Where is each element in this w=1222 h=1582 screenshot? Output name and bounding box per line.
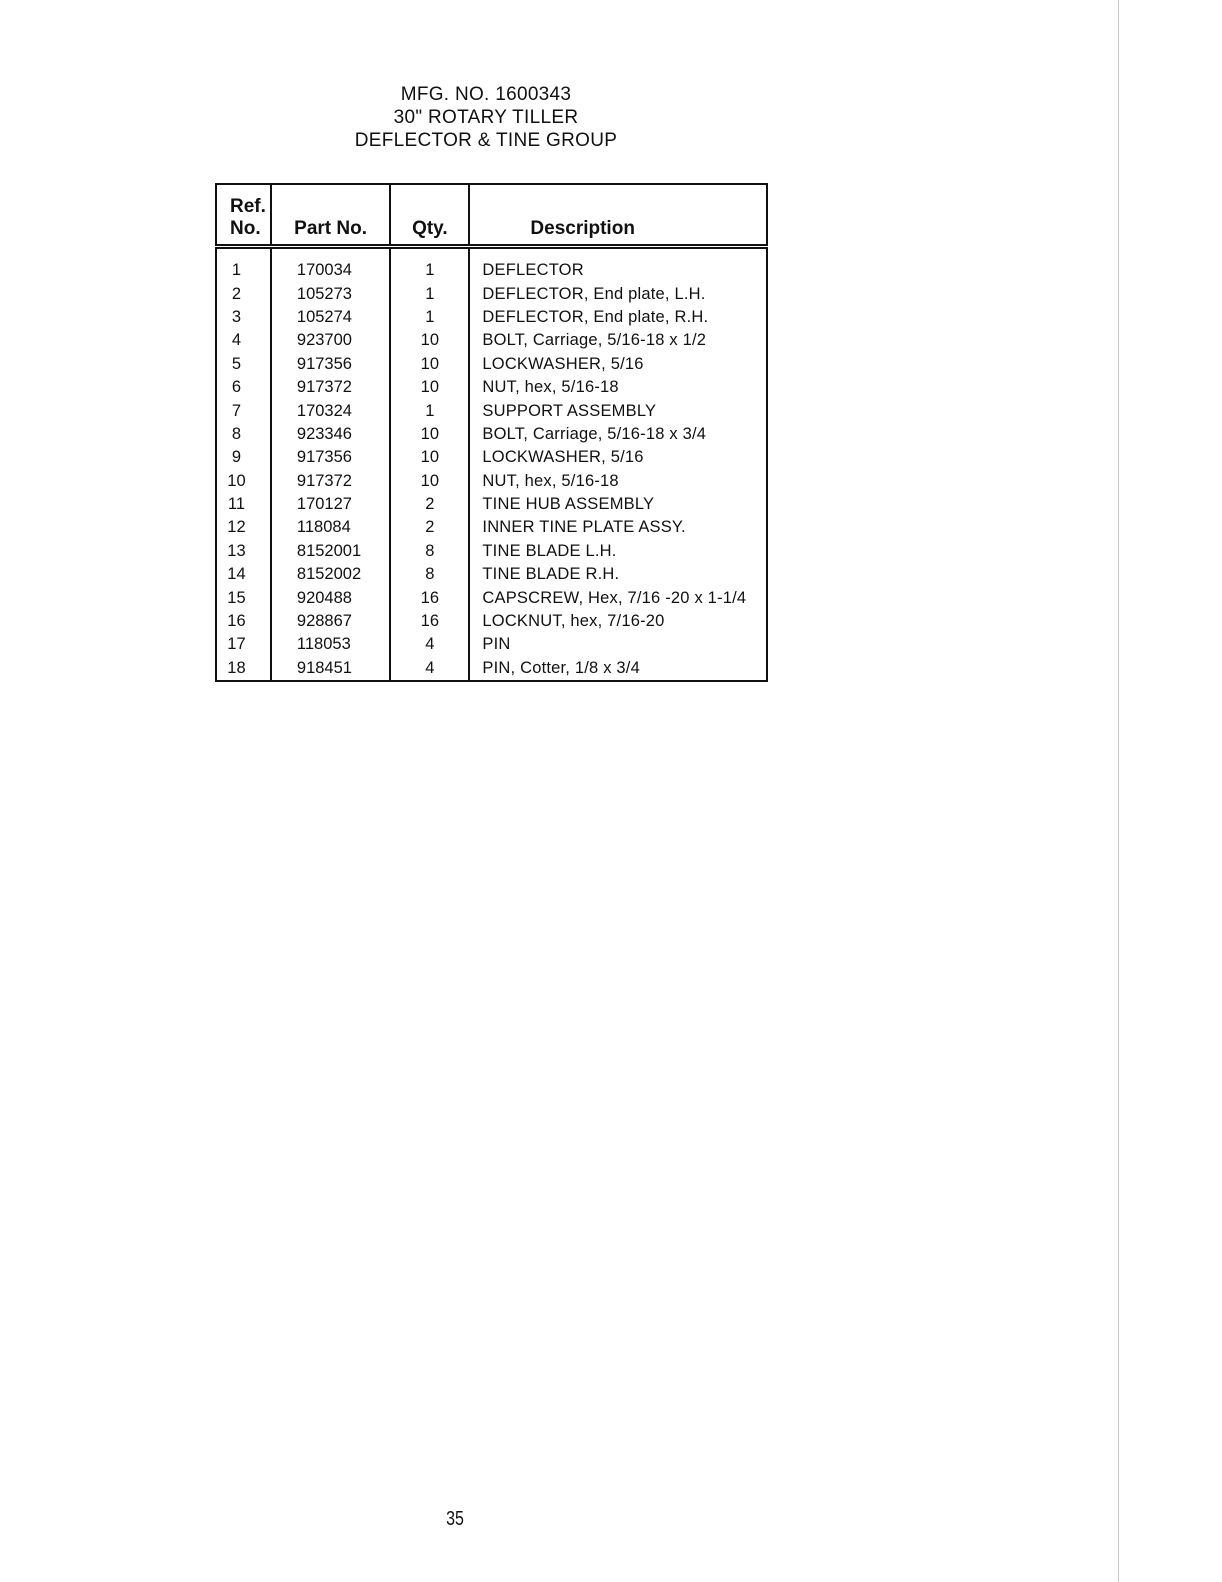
cell-description: NUT, hex, 5/16-18 [469, 470, 767, 493]
table-row [216, 493, 767, 516]
table-row [216, 470, 767, 493]
table-row [216, 657, 767, 681]
ref-header-line2: No. [230, 218, 261, 239]
cell-quantity: 4 [390, 657, 469, 681]
cell-quantity: 10 [390, 376, 469, 399]
cell-part-number: 170127 [271, 493, 390, 516]
cell-description: LOCKWASHER, 5/16 [469, 353, 767, 376]
cell-ref: 16 [227, 612, 246, 631]
table-row [216, 376, 767, 399]
cell-ref: 13 [227, 541, 246, 560]
cell-ref: 5 [231, 354, 242, 373]
column-header-part: Part No. [271, 184, 390, 247]
cell-description: TINE BLADE R.H. [469, 563, 767, 586]
parts-table-body [216, 247, 767, 682]
table-row [216, 423, 767, 446]
cell-part-number: 118084 [271, 516, 390, 539]
cell-description: CAPSCREW, Hex, 7/16 -20 x 1-1/4 [469, 586, 767, 609]
cell-description: DEFLECTOR, End plate, R.H. [469, 306, 767, 329]
cell-ref: 8 [231, 424, 242, 443]
cell-description: NUT, hex, 5/16-18 [469, 376, 767, 399]
cell-quantity: 1 [390, 282, 469, 305]
cell-quantity: 1 [390, 399, 469, 422]
cell-ref: 2 [231, 284, 242, 303]
cell-quantity: 2 [390, 516, 469, 539]
table-row [216, 399, 767, 422]
cell-quantity: 10 [390, 470, 469, 493]
cell-description: DEFLECTOR [469, 259, 767, 282]
cell-part-number: 918451 [271, 657, 390, 681]
cell-quantity: 8 [390, 540, 469, 563]
table-row [216, 610, 767, 633]
column-header-description: Description [469, 184, 767, 247]
product-name: 30" ROTARY TILLER [393, 107, 579, 128]
table-row [216, 516, 767, 539]
cell-part-number: 105274 [271, 306, 390, 329]
table-row [216, 586, 767, 609]
cell-part-number: 917356 [271, 353, 390, 376]
cell-description: INNER TINE PLATE ASSY. [469, 516, 767, 539]
cell-ref: 4 [231, 331, 242, 350]
cell-description: BOLT, Carriage, 5/16-18 x 1/2 [469, 329, 767, 352]
cell-part-number: 170034 [271, 259, 390, 282]
cell-part-number: 923700 [271, 329, 390, 352]
page-edge-line [1118, 0, 1119, 1582]
cell-quantity: 2 [390, 493, 469, 516]
cell-ref: 11 [227, 495, 246, 514]
table-row [216, 282, 767, 305]
table-row [216, 633, 767, 656]
table-row [216, 306, 767, 329]
parts-table [215, 183, 768, 682]
cell-ref: 9 [231, 448, 242, 467]
cell-part-number: 920488 [271, 586, 390, 609]
cell-part-number: 917356 [271, 446, 390, 469]
cell-part-number: 917372 [271, 376, 390, 399]
table-spacer-row [216, 247, 767, 260]
cell-description: PIN, Cotter, 1/8 x 3/4 [469, 657, 767, 681]
cell-quantity: 16 [390, 610, 469, 633]
cell-description: LOCKWASHER, 5/16 [469, 446, 767, 469]
table-row [216, 353, 767, 376]
page-number: 35 [446, 1508, 464, 1530]
cell-part-number: 8152002 [271, 563, 390, 586]
table-row [216, 259, 767, 282]
table-row [216, 446, 767, 469]
cell-part-number: 8152001 [271, 540, 390, 563]
cell-description: LOCKNUT, hex, 7/16-20 [469, 610, 767, 633]
cell-quantity: 16 [390, 586, 469, 609]
cell-quantity: 4 [390, 633, 469, 656]
cell-description: SUPPORT ASSEMBLY [469, 399, 767, 422]
cell-description: DEFLECTOR, End plate, L.H. [469, 282, 767, 305]
table-header-row [216, 184, 767, 247]
cell-part-number: 105273 [271, 282, 390, 305]
cell-description: TINE BLADE L.H. [469, 540, 767, 563]
cell-part-number: 170324 [271, 399, 390, 422]
table-row [216, 540, 767, 563]
cell-ref: 12 [227, 518, 246, 537]
document-title [300, 83, 672, 152]
cell-description: PIN [469, 633, 767, 656]
cell-description: TINE HUB ASSEMBLY [469, 493, 767, 516]
cell-part-number: 928867 [271, 610, 390, 633]
cell-ref: 1 [231, 261, 242, 280]
cell-ref: 18 [227, 658, 246, 677]
cell-part-number: 923346 [271, 423, 390, 446]
cell-quantity: 1 [390, 306, 469, 329]
cell-ref: 3 [231, 307, 242, 326]
cell-description: BOLT, Carriage, 5/16-18 x 3/4 [469, 423, 767, 446]
table-row [216, 563, 767, 586]
cell-ref: 6 [231, 378, 242, 397]
cell-ref: 15 [227, 588, 246, 607]
cell-quantity: 10 [390, 329, 469, 352]
cell-ref: 10 [227, 471, 246, 490]
group-name: DEFLECTOR & TINE GROUP [354, 130, 618, 151]
cell-quantity: 1 [390, 259, 469, 282]
cell-ref: 7 [231, 401, 242, 420]
cell-quantity: 10 [390, 353, 469, 376]
column-header-qty: Qty. [390, 184, 469, 247]
column-header-ref [216, 184, 271, 247]
cell-ref: 14 [227, 565, 246, 584]
cell-part-number: 118053 [271, 633, 390, 656]
cell-ref: 17 [227, 635, 246, 654]
cell-quantity: 8 [390, 563, 469, 586]
cell-quantity: 10 [390, 423, 469, 446]
ref-header-line1: Ref. [230, 196, 266, 217]
cell-quantity: 10 [390, 446, 469, 469]
table-row [216, 329, 767, 352]
mfg-number: MFG. NO. 1600343 [400, 84, 572, 105]
cell-part-number: 917372 [271, 470, 390, 493]
